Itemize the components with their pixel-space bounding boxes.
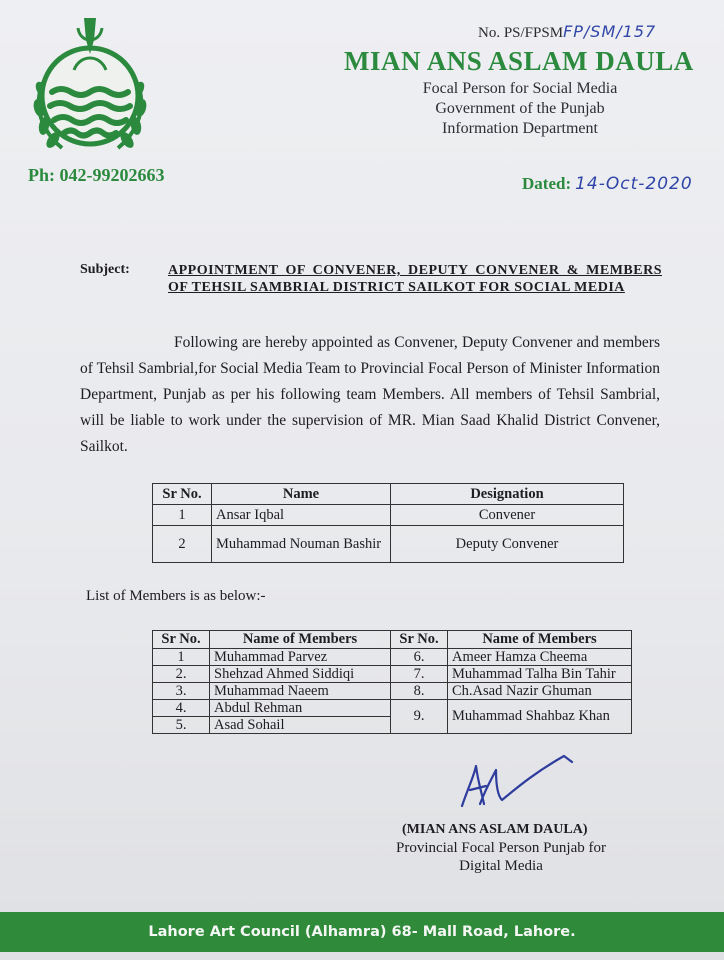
letterhead-line-3: Information Department xyxy=(442,120,598,137)
subject-text: APPOINTMENT OF CONVENER, DEPUTY CONVENER & MEMBERS OF TEHSIL SAMBRIAL DISTRICT SAILKOT FOR SOCIAL MEDIA xyxy=(168,263,662,295)
table-row xyxy=(153,700,632,717)
date-line xyxy=(522,174,693,194)
signatory-title-line-2: Digital Media xyxy=(459,858,543,874)
table-row xyxy=(153,526,624,563)
table-cell: Deputy Convener xyxy=(391,526,624,563)
column-header: Sr No. xyxy=(153,484,212,505)
subject-label: Subject: xyxy=(80,262,130,277)
signatory-title-line-1: Provincial Focal Person Punjab for xyxy=(396,840,606,856)
table-cell: 8. xyxy=(391,683,448,700)
members-table xyxy=(152,630,632,734)
column-header: Sr No. xyxy=(153,631,210,649)
reference-number xyxy=(478,22,656,42)
table-cell: 7. xyxy=(391,666,448,683)
column-header: Designation xyxy=(391,484,624,505)
letterhead-name: MIAN ANS ASLAM DAULA xyxy=(344,46,694,76)
column-header: Name of Members xyxy=(210,631,391,649)
table-row xyxy=(153,649,632,666)
column-header: Name of Members xyxy=(448,631,632,649)
table-cell: Asad Sohail xyxy=(210,717,391,734)
footer-address-bar: Lahore Art Council (Alhamra) 68- Mall Road, Lahore. xyxy=(0,912,724,952)
table-row xyxy=(153,666,632,683)
table-cell: 5. xyxy=(153,717,210,734)
table-cell: Muhammad Naeem xyxy=(210,683,391,700)
body-paragraph: Following are hereby appointed as Convener, Deputy Convener and members of Tehsil Sambrial,for Social Media Team to Provincial Focal Person of Minister Information Department, Punjab as per his following team Members. All members of Tehsil Sambrial, will be liable to work under the supervision of MR. Mian Saad Khalid District Convener, Sailkot. xyxy=(80,334,660,455)
appointments-table xyxy=(152,483,624,563)
table-header-row xyxy=(153,484,624,505)
members-list-label: List of Members is as below:- xyxy=(86,588,266,604)
date-handwritten: 14-Oct-2020 xyxy=(575,174,693,194)
reference-prefix: No. PS/FPSM xyxy=(478,25,564,41)
table-cell: 9. xyxy=(391,700,448,734)
table-header-row xyxy=(153,631,632,649)
table-cell: Convener xyxy=(391,505,624,526)
table-cell: 3. xyxy=(153,683,210,700)
signatory-name: (MIAN ANS ASLAM DAULA) xyxy=(402,822,588,837)
column-header: Sr No. xyxy=(391,631,448,649)
table-cell: Muhammad Parvez xyxy=(210,649,391,666)
table-cell: Ch.Asad Nazir Ghuman xyxy=(448,683,632,700)
letterhead-line-2: Government of the Punjab xyxy=(435,100,605,117)
table-cell: Muhammad Nouman Bashir xyxy=(212,526,391,563)
table-cell: 6. xyxy=(391,649,448,666)
phone-number: Ph: 042-99202663 xyxy=(28,165,165,185)
table-row xyxy=(153,683,632,700)
table-cell: Shehzad Ahmed Siddiqi xyxy=(210,666,391,683)
column-header: Name xyxy=(212,484,391,505)
table-cell: Muhammad Talha Bin Tahir xyxy=(448,666,632,683)
table-cell: Abdul Rehman xyxy=(210,700,391,717)
punjab-government-logo xyxy=(22,10,158,162)
handwritten-signature xyxy=(452,748,582,818)
dated-label: Dated: xyxy=(522,174,572,193)
table-row xyxy=(153,505,624,526)
table-cell: 2 xyxy=(153,526,212,563)
table-cell: Muhammad Shahbaz Khan xyxy=(448,700,632,734)
table-cell: Ansar Iqbal xyxy=(212,505,391,526)
letterhead-line-1: Focal Person for Social Media xyxy=(422,80,618,97)
table-cell: 1 xyxy=(153,649,210,666)
table-cell: Ameer Hamza Cheema xyxy=(448,649,632,666)
table-cell: 2. xyxy=(153,666,210,683)
table-cell: 1 xyxy=(153,505,212,526)
table-cell: 4. xyxy=(153,700,210,717)
reference-handwritten: FP/SM/157 xyxy=(563,22,657,41)
